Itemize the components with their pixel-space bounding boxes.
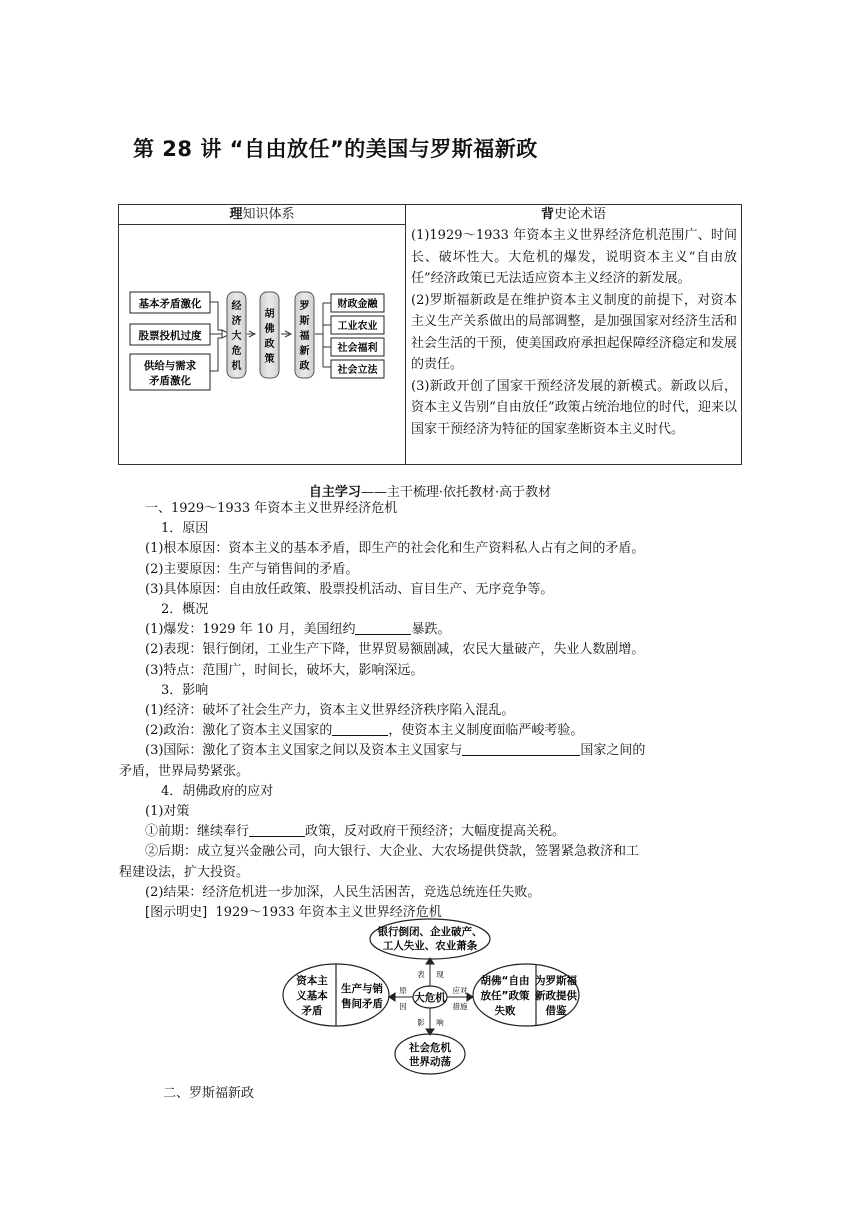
hoover-char-3: 政 [264, 339, 275, 350]
hoover-pill [260, 292, 279, 378]
hoover-2-cont: 程建设法，扩大投资。 [119, 864, 250, 880]
measure-box-1 [331, 294, 384, 312]
section-heading [0, 481, 860, 500]
label-up-2: 现 [436, 970, 444, 979]
center-label: 大危机 [414, 992, 446, 1004]
label-left-1: 原 [399, 986, 407, 995]
left-a-2: 义基本 [296, 990, 328, 1002]
crisis-pill [227, 292, 246, 378]
left-header: 知识体系 [242, 207, 295, 222]
cause-3-text-a: 供给与需求 [143, 360, 197, 372]
term-2: (2)罗斯福新政是在维护资本主义制度的前提下，对资本主义生产关系做出的局部调整，是加强国家对经济生活和社会生活的干预，使美国政府承担起保障经济稳定和发展的责任。 [411, 292, 737, 372]
measure-3-text: 社会福利 [337, 343, 378, 354]
impact-3-a: (3)国际：激化了资本主义国家之间以及资本主义国家与 [145, 743, 463, 759]
crisis-char-2: 济 [231, 316, 242, 327]
right-b-1: 为罗斯福 [535, 975, 577, 987]
right-a-1: 胡佛“自由 [480, 975, 530, 987]
heading-1-4: 4．胡佛政府的应对 [161, 783, 274, 799]
overview-2: (2)表现：银行倒闭，工业生产下降，世界贸易额剧减，农民大量破产，失业人数剧增。 [145, 642, 645, 658]
left-header-cell [119, 205, 406, 225]
cause-box-1 [130, 292, 210, 313]
roosevelt-char-4: 新 [299, 346, 310, 357]
top-line-1: 银行倒闭、企业破产、 [377, 926, 483, 938]
right-header-prefix: 背 [540, 207, 554, 222]
roosevelt-char-1: 罗 [299, 301, 310, 312]
label-right-1: 应对 [452, 986, 468, 995]
blank-3[interactable] [462, 742, 580, 756]
heading-1: 一、1929～1933 年资本主义世界经济危机 [145, 501, 398, 516]
hoover-char-2: 佛 [264, 324, 275, 335]
hoover-char-1: 胡 [264, 309, 275, 320]
knowledge-flow-diagram [119, 225, 405, 460]
overview-3: (3)特点：范围广，时间长，破坏大，影响深远。 [145, 662, 424, 678]
hoover-2: ②后期：成立复兴金融公司，向大银行、大企业、大农场提供贷款，签署紧急救济和工 [145, 844, 640, 860]
label-up-1: 表 [417, 970, 425, 979]
measure-box-3 [331, 338, 384, 356]
impact-3 [145, 741, 735, 761]
crisis-char-4: 危 [231, 346, 242, 357]
blank-4[interactable] [249, 823, 305, 837]
impact-1: (1)经济：破坏了社会生产力，资本主义世界经济秩序陷入混乱。 [145, 703, 515, 719]
section-heading-rest: ——主干梳理·依托教材·高于教材 [360, 485, 552, 500]
term-3: (3)新政开创了国家干预经济发展的新模式。新政以后，资本主义告别“自由放任”政策占统治地位的时代，迎来以国家干预经济为特征的国家垄断资本主义时代。 [411, 378, 737, 437]
top-line-2: 工人失业、农业萧条 [382, 940, 478, 952]
measure-2-text: 工业农业 [337, 321, 378, 332]
impact-2 [145, 721, 735, 741]
overview-1-b: 暴跌。 [411, 622, 451, 638]
cause-1-text: 基本矛盾激化 [138, 298, 202, 310]
section-heading-bold: 自主学习 [308, 485, 361, 500]
hoover-char-4: 策 [264, 354, 275, 365]
label-down-2: 响 [436, 1018, 444, 1027]
cause-box-3 [130, 354, 210, 390]
crisis-char-5: 机 [231, 361, 242, 372]
hoover-1-b: 政策，反对政府干预经济；大幅度提高关税。 [305, 824, 566, 840]
blank-2[interactable] [332, 722, 388, 736]
crisis-diagram [280, 918, 580, 1078]
left-b-2: 售间矛盾 [341, 998, 383, 1010]
roosevelt-pill [295, 292, 314, 378]
hoover-1-a: ①前期：继续奉行 [145, 824, 250, 840]
heading-1-2: 2．概况 [161, 602, 209, 618]
flow-cell [119, 225, 406, 465]
label-down-1: 影 [417, 1018, 425, 1027]
left-header-prefix: 理 [229, 207, 243, 222]
bottom-line-2: 世界动荡 [409, 1056, 451, 1068]
right-a-3: 失败 [494, 1005, 516, 1017]
impact-3-b: 国家之间的 [580, 743, 646, 759]
roosevelt-char-5: 政 [299, 361, 310, 372]
crisis-char-1: 经 [231, 301, 242, 312]
measure-4-text: 社会立法 [337, 365, 378, 376]
blank-1[interactable] [355, 621, 411, 635]
terms-list [406, 224, 741, 442]
impact-2-b: ，使资本主义制度面临严峻考验。 [388, 723, 584, 739]
left-a-1: 资本主 [296, 975, 328, 987]
roosevelt-char-3: 福 [299, 331, 310, 342]
cause-box-2 [130, 324, 210, 345]
left-a-3: 矛盾 [301, 1005, 323, 1017]
heading-1-3: 3．影响 [161, 682, 209, 698]
roosevelt-char-2: 斯 [299, 316, 310, 327]
overview-1 [145, 620, 735, 640]
right-a-2: 放任”政策 [480, 990, 530, 1002]
cause-1: (1)根本原因：资本主义的基本矛盾，即生产的社会化和生产资料私人占有之间的矛盾。 [145, 541, 645, 557]
cause-3: (3)具体原因：自由放任政策、股票投机活动、盲目生产、无序竞争等。 [145, 581, 554, 597]
measure-box-4 [331, 360, 384, 378]
measure-1-text: 财政金融 [337, 299, 378, 310]
cause-2-text: 股票投机过度 [138, 330, 202, 342]
label-left-2: 因 [399, 1002, 407, 1011]
impact-2-a: (2)政治：激化了资本主义国家的 [145, 723, 333, 739]
figure-title: 1929～1933 年资本主义世界经济危机 [215, 905, 442, 921]
crisis-char-3: 大 [231, 331, 242, 342]
term-1: (1)1929～1933 年资本主义世界经济危机范围广、时间长、破坏性大。大危机的爆发，说明资本主义“自由放任”经济政策已无法适应资本主义经济的新发展。 [411, 228, 737, 286]
hoover-1 [145, 822, 735, 842]
knowledge-table [118, 204, 742, 465]
cause-3-text-b: 矛盾激化 [149, 375, 191, 387]
right-b-3: 借鉴 [545, 1005, 567, 1017]
heading-1-1: 1．原因 [161, 521, 209, 537]
hoover-head: (1)对策 [145, 804, 190, 820]
cause-2: (2)主要原因：生产与销售间的矛盾。 [145, 561, 359, 577]
heading-2: 二、罗斯福新政 [163, 1086, 255, 1101]
impact-3-cont: 矛盾，世界局势紧张。 [119, 763, 250, 779]
study-notes [119, 499, 735, 923]
left-b-1: 生产与销 [341, 983, 383, 995]
right-header: 史论术语 [554, 207, 607, 222]
hoover-result: (2)结果：经济危机进一步加深，人民生活困苦，竞选总统连任失败。 [145, 884, 541, 900]
right-cell [406, 205, 742, 465]
figure-bracket: [图示明史] [145, 905, 208, 921]
measure-box-2 [331, 316, 384, 334]
overview-1-a: (1)爆发：1929 年 10 月，美国纽约 [145, 622, 356, 638]
right-b-2: 新政提供 [535, 990, 577, 1002]
label-right-2: 措施 [452, 1002, 468, 1011]
bottom-line-1: 社会危机 [409, 1042, 451, 1054]
page-title: 第 28 讲 “自由放任”的美国与罗斯福新政 [133, 137, 538, 161]
